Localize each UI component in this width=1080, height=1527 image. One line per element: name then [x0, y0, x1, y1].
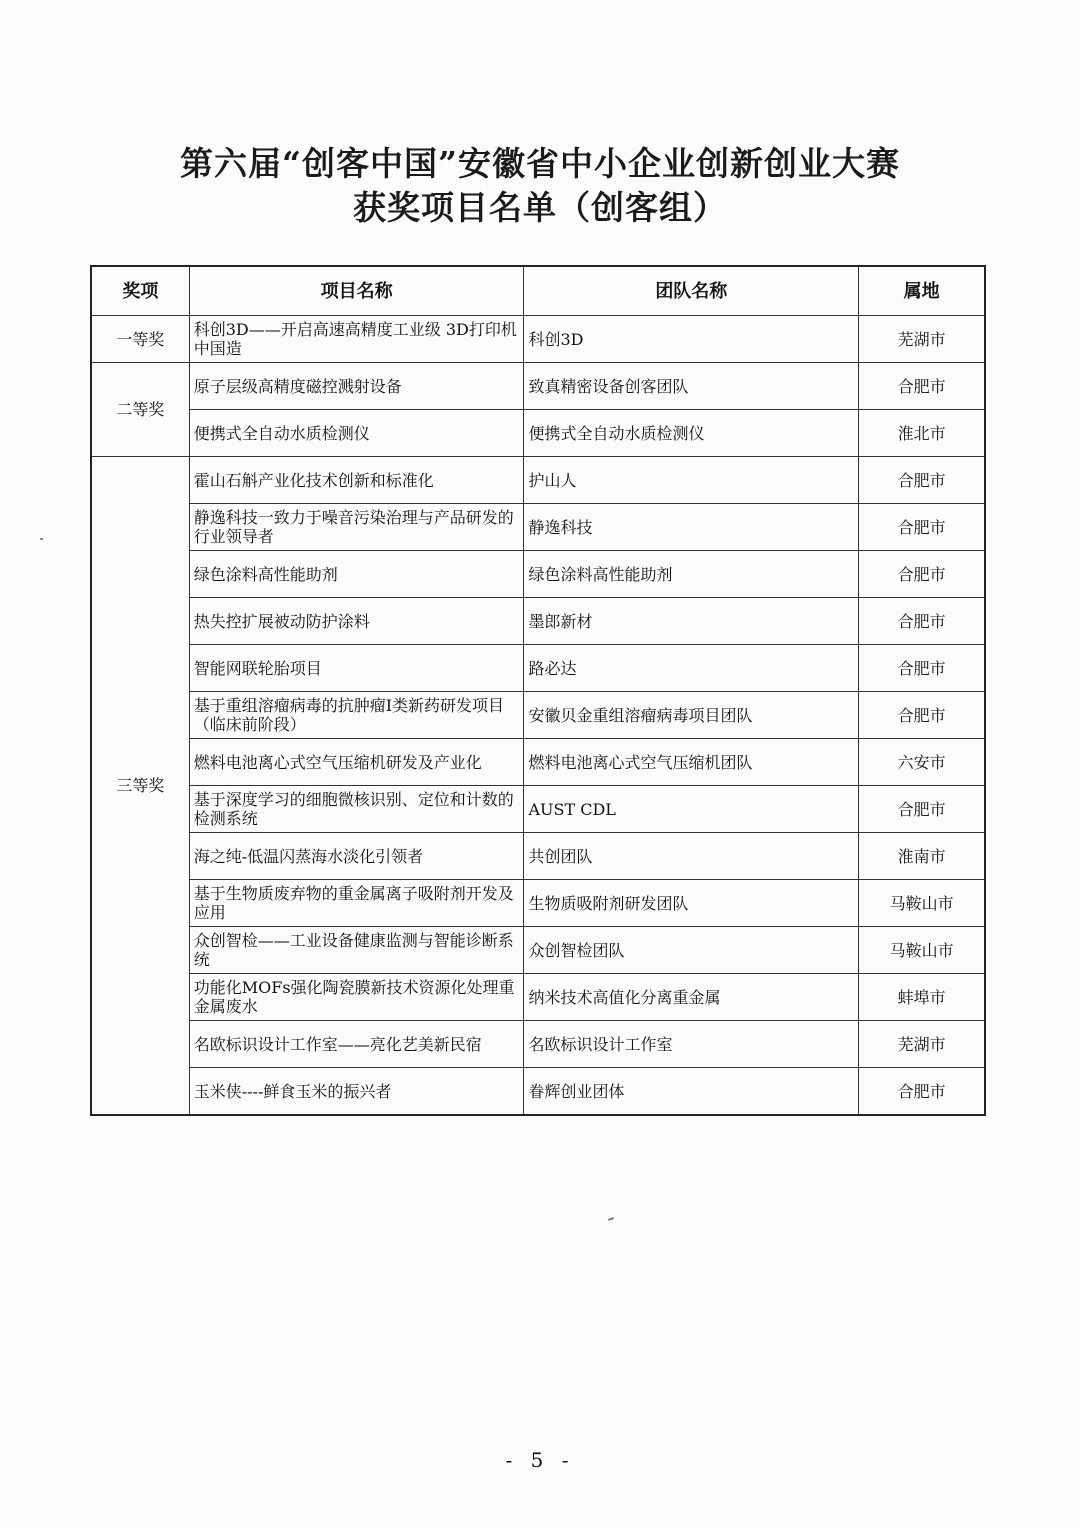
table-row	[91, 410, 985, 457]
project-name-cell: 基于深度学习的细胞微核识别、定位和计数的检测系统	[189, 786, 524, 833]
project-name-cell: 霍山石斛产业化技术创新和标准化	[189, 457, 524, 504]
team-name-cell: 共创团队	[524, 833, 859, 880]
team-name-cell: 安徽贝金重组溶瘤病毒项目团队	[524, 692, 859, 739]
table-header-row	[91, 266, 985, 316]
project-name-cell: 基于重组溶瘤病毒的抗肿瘤I类新药研发项目（临床前阶段）	[189, 692, 524, 739]
header-location: 属地	[859, 266, 985, 316]
project-name-cell: 燃料电池离心式空气压缩机研发及产业化	[189, 739, 524, 786]
project-name-cell: 海之纯-低温闪蒸海水淡化引领者	[189, 833, 524, 880]
location-cell: 淮北市	[859, 410, 985, 457]
location-cell: 合肥市	[859, 504, 985, 551]
team-name-cell: 绿色涂料高性能助剂	[524, 551, 859, 598]
team-name-cell: 燃料电池离心式空气压缩机团队	[524, 739, 859, 786]
prize-cell: 三等奖	[91, 457, 189, 1116]
team-name-cell: 生物质吸附剂研发团队	[524, 880, 859, 927]
scan-speck	[40, 538, 43, 540]
table-body	[91, 316, 985, 1116]
project-name-cell: 静逸科技一致力于噪音污染治理与产品研发的行业领导者	[189, 504, 524, 551]
prize-cell: 二等奖	[91, 363, 189, 457]
project-name-cell: 科创3D——开启高速高精度工业级 3D打印机中国造	[189, 316, 524, 363]
table-row	[91, 645, 985, 692]
location-cell: 合肥市	[859, 786, 985, 833]
location-cell: 芜湖市	[859, 316, 985, 363]
scan-speck	[608, 1217, 614, 1221]
location-cell: 合肥市	[859, 363, 985, 410]
location-cell: 蚌埠市	[859, 974, 985, 1021]
award-table	[90, 265, 986, 1116]
location-cell: 合肥市	[859, 692, 985, 739]
project-name-cell: 玉米侠----鲜食玉米的振兴者	[189, 1068, 524, 1116]
team-name-cell: 科创3D	[524, 316, 859, 363]
table-row	[91, 739, 985, 786]
location-cell: 马鞍山市	[859, 880, 985, 927]
project-name-cell: 绿色涂料高性能助剂	[189, 551, 524, 598]
project-name-cell: 基于生物质废弃物的重金属离子吸附剂开发及应用	[189, 880, 524, 927]
team-name-cell: AUST CDL	[524, 786, 859, 833]
table-row	[91, 457, 985, 504]
header-prize: 奖项	[91, 266, 189, 316]
table-row	[91, 1068, 985, 1116]
location-cell: 合肥市	[859, 598, 985, 645]
table-row	[91, 927, 985, 974]
table-row	[91, 551, 985, 598]
header-project: 项目名称	[189, 266, 524, 316]
team-name-cell: 护山人	[524, 457, 859, 504]
project-name-cell: 功能化MOFs强化陶瓷膜新技术资源化处理重金属废水	[189, 974, 524, 1021]
table-row	[91, 833, 985, 880]
team-name-cell: 致真精密设备创客团队	[524, 363, 859, 410]
team-name-cell: 眷辉创业团体	[524, 1068, 859, 1116]
table-row	[91, 504, 985, 551]
project-name-cell: 热失控扩展被动防护涂料	[189, 598, 524, 645]
location-cell: 合肥市	[859, 645, 985, 692]
project-name-cell: 原子层级高精度磁控溅射设备	[189, 363, 524, 410]
project-name-cell: 便携式全自动水质检测仪	[189, 410, 524, 457]
table-row	[91, 974, 985, 1021]
header-team: 团队名称	[524, 266, 859, 316]
table-row	[91, 316, 985, 363]
location-cell: 淮南市	[859, 833, 985, 880]
document-title-line2: 获奖项目名单（创客组）	[353, 188, 727, 227]
table-row	[91, 598, 985, 645]
team-name-cell: 纳米技术高值化分离重金属	[524, 974, 859, 1021]
table-row	[91, 786, 985, 833]
team-name-cell: 便携式全自动水质检测仪	[524, 410, 859, 457]
location-cell: 马鞍山市	[859, 927, 985, 974]
table-row	[91, 1021, 985, 1068]
location-cell: 合肥市	[859, 1068, 985, 1116]
table-row	[91, 363, 985, 410]
project-name-cell: 名欧标识设计工作室——亮化艺美新民宿	[189, 1021, 524, 1068]
page-number: - 5 -	[505, 1448, 575, 1472]
team-name-cell: 名欧标识设计工作室	[524, 1021, 859, 1068]
document-title-line1: 第六届“创客中国”安徽省中小企业创新创业大赛	[180, 144, 900, 183]
location-cell: 合肥市	[859, 551, 985, 598]
project-name-cell: 众创智检——工业设备健康监测与智能诊断系统	[189, 927, 524, 974]
prize-cell: 一等奖	[91, 316, 189, 363]
location-cell: 六安市	[859, 739, 985, 786]
table-row	[91, 880, 985, 927]
team-name-cell: 墨郎新材	[524, 598, 859, 645]
table-row	[91, 692, 985, 739]
team-name-cell: 路必达	[524, 645, 859, 692]
location-cell: 合肥市	[859, 457, 985, 504]
project-name-cell: 智能网联轮胎项目	[189, 645, 524, 692]
location-cell: 芜湖市	[859, 1021, 985, 1068]
team-name-cell: 众创智检团队	[524, 927, 859, 974]
team-name-cell: 静逸科技	[524, 504, 859, 551]
